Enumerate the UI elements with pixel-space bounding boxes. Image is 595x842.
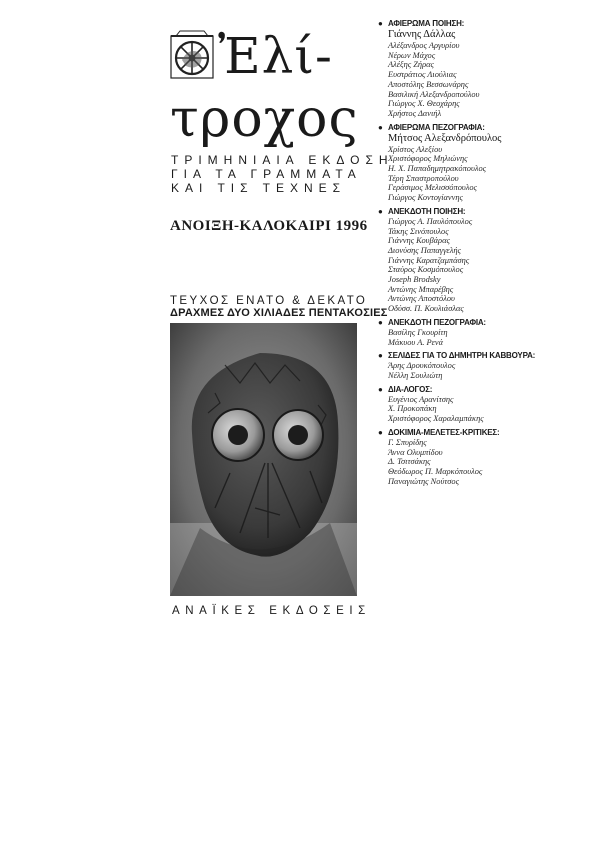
toc-contributor: Γιώργος Α. Παυλόπουλος (388, 216, 473, 226)
bullet-icon: ● (378, 384, 383, 394)
toc-contributor: Οδύσσ. Π. Κουλιάσλας (388, 304, 464, 314)
toc-section-label: ΑΝΕΚΔΟΤΗ ΠΕΖΟΓΡΑΦΙΑ: (388, 317, 486, 327)
toc-contributor: Άρης Δρουκόπουλος (388, 361, 456, 371)
toc-contributor: Joseph Brodsky (388, 275, 441, 285)
toc-contributor: Αλέξανδρος Αργυρίου (388, 41, 460, 50)
toc-contributor: Γιώργος Κοντογίαννης (388, 193, 463, 203)
season-year: ΑΝΟΙΞΗ-ΚΑΛΟΚΑΙΡΙ 1996 (170, 218, 368, 234)
toc-contributor: Χριστόφορος Μηλιώνης (388, 154, 468, 164)
toc-contributor: Χ. Προκοπάκη (388, 404, 437, 414)
toc-contributor: Νέλλη Σουλιώτη (388, 370, 443, 380)
toc-contributor: Άννα Ολυμπίδου (388, 447, 443, 457)
toc-section-title (378, 428, 592, 438)
toc-section (378, 207, 592, 314)
bullet-icon: ● (378, 427, 383, 437)
toc-contributor: Μάκυου Α. Ρενά (388, 337, 444, 347)
toc-contributor: Δ. Τσιτσάκης (388, 457, 431, 467)
issue-price: ΔΡΑΧΜΕΣ ΔΥΟ ΧΙΛΙΑΔΕΣ ΠΕΝΤΑΚΟΣΙΕΣ (170, 307, 388, 319)
toc-contributor: Αλέξης Ζήρας (388, 60, 434, 70)
toc-contributor: Τέρη Σπαστροπούλου (388, 173, 459, 183)
toc-section-label: ΑΦΙΕΡΩΜΑ ΠΟΙΗΣΗ: (388, 19, 465, 28)
toc-section-label: ΑΝΕΚΔΟΤΗ ΠΟΙΗΣΗ: (388, 206, 466, 216)
toc-contributor: Θεόδωρος Π. Μαρκόπουλος (388, 466, 483, 476)
journal-title-part2: τροχος (170, 89, 359, 149)
toc-section-label: ΔΟΚΙΜΙΑ-ΜΕΛΕΤΕΣ-ΚΡΙΤΙΚΕΣ: (388, 427, 500, 437)
table-of-contents (378, 19, 592, 490)
toc-contributor: Μήτσος Αλεξανδρόπουλος (388, 132, 502, 144)
toc-section (378, 428, 592, 487)
subtitle-line-1: ΤΡΙΜΗΝΙΑΙΑ ΕΚΔΟΣΗ (171, 153, 394, 167)
toc-contributor: Γεράσιμος Μελισσόπουλος (388, 183, 477, 193)
toc-section-title (378, 19, 592, 29)
toc-contributor: Ευστράτιος Λιούλιας (388, 70, 457, 80)
toc-contributor: Αποστόλης Βεσσωνάρης (388, 79, 469, 89)
toc-contributor: Χρίστος Αλεξίου (388, 144, 443, 154)
toc-section-title (378, 123, 592, 133)
toc-contributor: Σταύρος Κοσμόπουλος (388, 265, 464, 275)
toc-contributor: Αντώνης Αποστόλου (388, 294, 455, 304)
toc-section (378, 351, 592, 380)
bullet-icon: ● (378, 317, 383, 327)
toc-section-title (378, 207, 592, 217)
toc-contributor: Διονύσης Παπαγγελής (388, 245, 461, 255)
toc-contributor: Βασίλης Γκουρίτη (388, 327, 448, 337)
cover-mask-photo (170, 323, 357, 596)
issue-number: ΤΕΥΧΟΣ ΕΝΑΤΟ & ΔΕΚΑΤΟ (170, 295, 368, 307)
toc-contributor: Χρήστος Δανιήλ (388, 108, 442, 118)
bullet-icon: ● (378, 206, 383, 216)
toc-section (378, 123, 592, 203)
toc-section-title (378, 318, 592, 328)
journal-logo-icon (170, 30, 214, 80)
toc-section-label: ΔΙΑ-ΛΟΓΟΣ: (388, 384, 433, 394)
toc-contributor: Γιάννης Καρατζαμπάσης (388, 255, 470, 265)
toc-contributor: Βασιλική Αλεξανδροπούλου (388, 89, 480, 99)
toc-section-title (378, 351, 592, 361)
subtitle-line-2: ΓΙΑ ΤΑ ΓΡΑΜΜΑΤΑ (171, 167, 362, 181)
toc-contributor: Ευγένιος Αρανίτσης (388, 394, 454, 404)
toc-contributor: Γ. Σπυρίδης (388, 437, 427, 447)
bullet-icon: ● (378, 122, 383, 132)
toc-contributor: Γιάννης Δάλλας (388, 29, 456, 40)
toc-contributor: Αντώνης Μπαρέβης (388, 284, 454, 294)
toc-contributor: Παναγιώτης Νούτσος (388, 476, 460, 486)
toc-contributor: Η. Χ. Παπαδημητρακόπουλος (388, 164, 487, 174)
toc-contributor: Γιάννης Κουβάρας (388, 236, 450, 246)
toc-section (378, 19, 592, 119)
journal-title-part1: Ἐλί- (218, 27, 333, 85)
toc-contributor: Τάκης Σινόπουλος (388, 226, 449, 236)
bullet-icon: ● (378, 19, 383, 28)
toc-section (378, 385, 592, 424)
subtitle-line-3: ΚΑΙ ΤΙΣ ΤΕΧΝΕΣ (171, 181, 347, 195)
toc-section-title (378, 385, 592, 395)
toc-section (378, 318, 592, 347)
toc-section-label: ΣΕΛΙΔΕΣ ΓΙΑ ΤΟ ΔΗΜΗΤΡΗ ΚΑΒΒΟΥΡΑ: (388, 351, 536, 361)
toc-contributor: Γιώργος Χ. Θεοχάρης (388, 99, 460, 109)
toc-contributor: Χριστόφορος Χαραλαμπάκης (388, 414, 484, 424)
bullet-icon: ● (378, 351, 383, 361)
toc-section-label: ΑΦΙΕΡΩΜΑ ΠΕΖΟΓΡΑΦΙΑ: (388, 122, 485, 132)
publisher-name: ΑΝΑΪΚΕΣ ΕΚΔΟΣΕΙΣ (172, 605, 371, 617)
toc-contributor: Νέρων Μάχος (388, 50, 436, 60)
